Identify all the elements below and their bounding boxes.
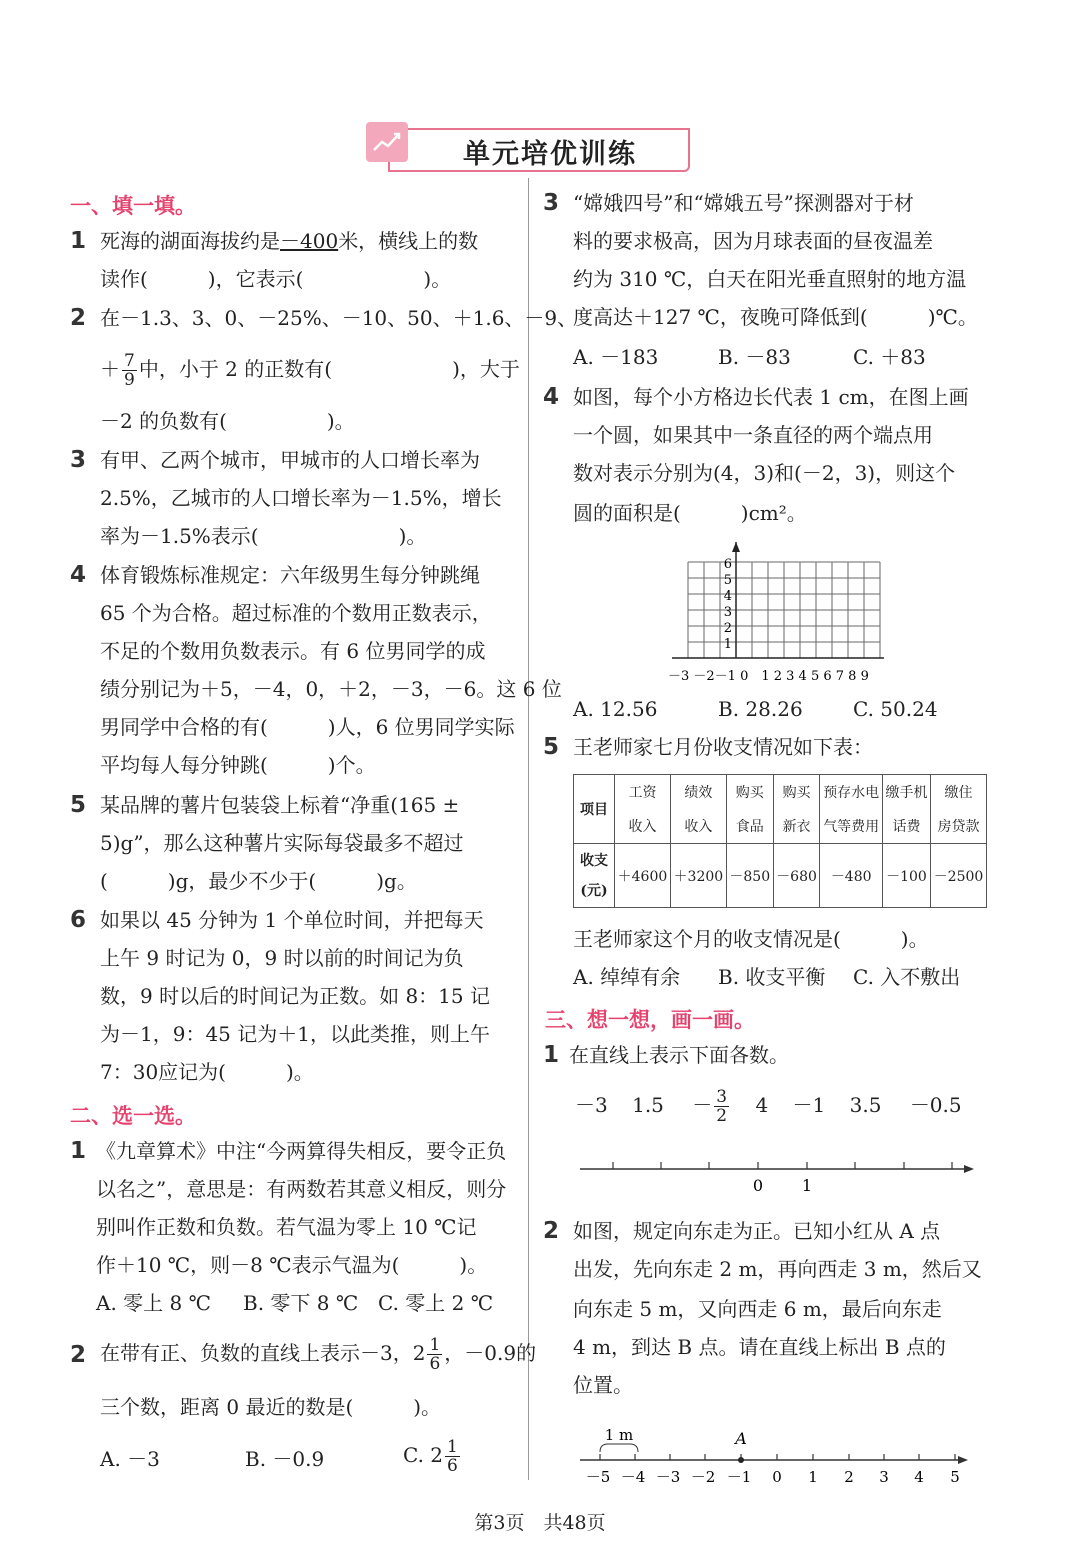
q1-4-line5: 男同学中合格的有( )人，6 位男同学实际 <box>100 715 515 739</box>
table-header: 话费 <box>882 809 930 844</box>
q2-5-line2: 王老师家这个月的收支情况是( )。 <box>573 927 929 951</box>
number-line-2 <box>578 1424 978 1490</box>
grid-lines <box>688 562 880 658</box>
table-header: 收入 <box>615 809 671 844</box>
q3-2-line5: 位置。 <box>573 1373 633 1397</box>
q1-3-line3: 率为－1.5%表示( )。 <box>100 524 427 548</box>
q1-5-line1: 某品牌的薯片包装袋上标着“净重(165 ± <box>100 793 460 817</box>
q2-3-line4: 度高达＋127 ℃，夜晚可降低到( )℃。 <box>573 305 978 329</box>
y-tick-2: 2 <box>723 621 732 636</box>
q2-4-option-a: A. 12.56 <box>573 697 658 721</box>
q3-2-line4: 4 m，到达 B 点。请在直线上标出 B 点的 <box>573 1335 946 1359</box>
q2-2-number: 2 <box>70 1342 87 1368</box>
q2-1-line2: 以名之”，意思是：有两数若其意义相反，则分 <box>96 1177 507 1201</box>
q1-6-line2: 上午 9 时记为 0，9 时以前的时间记为负 <box>100 946 464 970</box>
q2-1-option-b: B. 零下 8 ℃ <box>243 1291 359 1315</box>
table-cell: ＋3200 <box>670 844 726 908</box>
tick: 1 <box>808 1468 818 1486</box>
table-cell: －2500 <box>931 844 987 908</box>
y-tick-4: 4 <box>723 589 732 604</box>
table-cell: －680 <box>773 844 820 908</box>
q2-1-option-a: A. 零上 8 ℃ <box>96 1291 211 1315</box>
q2-1-line4: 作＋10 ℃，则－8 ℃表示气温为( )。 <box>96 1253 488 1277</box>
q2-1-number: 1 <box>70 1138 87 1164</box>
q2-2-option-c: C. 2 $\frac{1}{6}$ <box>403 1437 458 1476</box>
number-item: 3.5 <box>849 1093 882 1117</box>
q1-3-line2: 2.5%，乙城市的人口增长率为－1.5%，增长 <box>100 486 502 510</box>
tick: －4 <box>620 1468 646 1486</box>
table-header: 气等费用 <box>820 809 882 844</box>
number-item: 4 <box>755 1093 769 1117</box>
table-header: 房贷款 <box>931 809 987 844</box>
y-axis-arrow <box>732 542 740 552</box>
q2-2-option-b: B. －0.9 <box>245 1447 325 1471</box>
tick-1: 1 <box>801 1176 813 1195</box>
q1-4-line2: 65 个为合格。超过标准的个数用正数表示， <box>100 601 492 625</box>
column-divider <box>528 178 529 1480</box>
tick: 0 <box>772 1468 782 1486</box>
q1-2-line1: 在－1.3、3、0、－25%、－10、50、＋1.6、－9、 <box>100 306 578 330</box>
q2-3-option-c: C. ＋83 <box>853 345 926 369</box>
number-item: －0.5 <box>909 1093 962 1117</box>
page-footer: 第3页 共48页 <box>474 1512 606 1534</box>
table-header: 食品 <box>726 809 773 844</box>
q3-2-line1: 如图，规定向东走为正。已知小红从 A 点 <box>573 1219 941 1243</box>
page-title: 单元培优训练 <box>463 139 637 170</box>
q3-2-line3: 向东走 5 m，又向西走 6 m，最后向东走 <box>573 1297 942 1321</box>
q2-3-option-b: B. －83 <box>718 345 791 369</box>
q1-4-number: 4 <box>70 562 87 588</box>
q2-4-number: 4 <box>543 384 560 410</box>
unit-label: 1 m <box>604 1426 634 1444</box>
y-tick-6: 6 <box>723 557 732 572</box>
q1-3-line1: 有甲、乙两个城市，甲城市的人口增长率为 <box>100 448 480 472</box>
number-item: －3 <box>575 1093 608 1117</box>
number-item: －1 <box>792 1093 826 1117</box>
q2-3-line2: 料的要求极高，因为月球表面的昼夜温差 <box>573 229 933 253</box>
section-1-heading: 一、填一填。 <box>70 194 196 218</box>
q2-3-number: 3 <box>543 190 560 216</box>
tick: －2 <box>690 1468 716 1486</box>
q1-6-number: 6 <box>70 907 87 933</box>
title-banner <box>366 122 690 172</box>
q2-2-line2: 三个数，距离 0 最近的数是( )。 <box>100 1395 442 1419</box>
q1-1-number: 1 <box>70 228 87 254</box>
section-2-heading: 二、选一选。 <box>70 1104 196 1128</box>
tick: 5 <box>950 1468 960 1486</box>
q2-1-option-c: C. 零上 2 ℃ <box>378 1291 494 1315</box>
q1-4-line4: 绩分别记为＋5，－4，0，＋2，－3，－6。这 6 位 <box>100 677 562 701</box>
q1-6-line4: 为－1，9：45 记为＋1，以此类推，则上午 <box>100 1022 490 1046</box>
q1-2-line3: －2 的负数有( )。 <box>100 409 355 433</box>
q2-2-option-a: A. －3 <box>100 1447 160 1471</box>
tick: －1 <box>726 1468 752 1486</box>
q2-4-line3: 数对表示分别为(4，3)和(－2，3)，则这个 <box>573 461 956 485</box>
q1-6-line1: 如果以 45 分钟为 1 个单位时间，并把每天 <box>100 908 484 932</box>
table-header: 绩效 <box>670 775 726 810</box>
tick: 2 <box>844 1468 854 1486</box>
q1-5-line2: 5)g”，那么这种薯片实际每袋最多不超过 <box>100 831 464 855</box>
table-header: 购买 <box>773 775 820 810</box>
table-header: 缴住 <box>931 775 987 810</box>
tick: 3 <box>879 1468 889 1486</box>
q1-4-line3: 不足的个数用负数表示。有 6 位男同学的成 <box>100 639 486 663</box>
q2-4-line4: 圆的面积是( )cm²。 <box>573 501 807 525</box>
q1-3-number: 3 <box>70 447 87 473</box>
q1-6-line5: 7：30应记为( )。 <box>100 1060 314 1084</box>
table-cell: －480 <box>820 844 882 908</box>
tick-0: 0 <box>752 1176 764 1195</box>
table-cell: －850 <box>726 844 773 908</box>
q3-1-line1: 在直线上表示下面各数。 <box>569 1043 789 1067</box>
table-header: 工资 <box>615 775 671 810</box>
table-header: 缴手机 <box>882 775 930 810</box>
coordinate-grid <box>660 540 890 690</box>
q3-2-line2: 出发，先向东走 2 m，再向西走 3 m，然后又 <box>573 1257 982 1281</box>
number-item: － <box>692 1093 713 1117</box>
x-tick-labels: －3 －2－1 0 1 2 3 4 5 6 7 8 9 <box>668 669 869 684</box>
q1-2-number: 2 <box>70 305 87 331</box>
section-3-heading: 三、想一想，画一画。 <box>545 1008 755 1032</box>
q2-3-line3: 约为 310 ℃，白天在阳光垂直照射的地方温 <box>573 267 967 291</box>
q2-4-line1: 如图，每个小方格边长代表 1 cm，在图上画 <box>573 385 969 409</box>
q1-5-number: 5 <box>70 792 87 818</box>
q2-1-line1: 《九章算术》中注“今两算得失相反，要令正负 <box>96 1139 507 1163</box>
q3-1-numbers: －3 1.5 － $\frac{3}{2}$ 4 －1 3.5 －0.5 <box>575 1087 962 1126</box>
q2-2-line1: 在带有正、负数的直线上表示－3，2 $\frac{1}{6}$ ，－0.9的 <box>100 1335 537 1374</box>
table-header: 收入 <box>670 809 726 844</box>
tick: 4 <box>914 1468 924 1486</box>
table-header: 新衣 <box>773 809 820 844</box>
number-line-1 <box>578 1155 978 1200</box>
q2-4-option-c: C. 50.24 <box>853 697 938 721</box>
table-header: 预存水电 <box>820 775 882 810</box>
table-cell: ＋4600 <box>615 844 671 908</box>
q3-2-number: 2 <box>543 1218 560 1244</box>
y-tick-3: 3 <box>723 605 732 620</box>
q2-5-number: 5 <box>543 734 560 760</box>
table-cell: －100 <box>882 844 930 908</box>
q1-6-line3: 数，9 时以后的时间记为正数。如 8：15 记 <box>100 984 490 1008</box>
tick: －3 <box>655 1468 681 1486</box>
q1-2-line2: ＋ $\frac{7}{9}$ 中，小于 2 的正数有( )，大于 <box>100 351 520 390</box>
q2-3-option-a: A. －183 <box>573 345 659 369</box>
q2-3-line1: “嫦娥四号”和“嫦娥五号”探测器对于材 <box>573 191 914 215</box>
q1-1-line2: 读作( )，它表示( )。 <box>100 267 452 291</box>
number-item: 1.5 <box>632 1093 664 1117</box>
table-row-label: 收支 (元) <box>574 844 615 908</box>
chart-trend-icon <box>366 122 408 162</box>
q2-5-line1: 王老师家七月份收支情况如下表： <box>573 735 873 759</box>
point-a-label: A <box>735 1429 747 1448</box>
q1-5-line3: ( )g，最少不少于( )g。 <box>100 869 417 893</box>
y-tick-1: 1 <box>723 637 732 652</box>
y-tick-5: 5 <box>723 573 732 588</box>
q2-4-line2: 一个圆，如果其中一条直径的两个端点用 <box>573 423 933 447</box>
table-header: 购买 <box>726 775 773 810</box>
tick: －5 <box>585 1468 611 1486</box>
table-header-item: 项目 <box>574 775 615 844</box>
q2-5-option-a: A. 绰绰有余 <box>573 965 681 989</box>
q2-4-option-b: B. 28.26 <box>718 697 803 721</box>
q2-5-option-c: C. 入不敷出 <box>853 965 961 989</box>
q1-1-line1: 死海的湖面海拔约是－400米，横线上的数 <box>100 229 479 253</box>
q1-4-line6: 平均每人每分钟跳( )个。 <box>100 753 376 777</box>
q2-1-line3: 别叫作正数和负数。若气温为零上 10 ℃记 <box>96 1215 477 1239</box>
q3-1-number: 1 <box>543 1042 560 1068</box>
budget-table <box>573 774 987 908</box>
q2-5-option-b: B. 收支平衡 <box>718 965 826 989</box>
q1-4-line1: 体育锻炼标准规定：六年级男生每分钟跳绳 <box>100 563 480 587</box>
